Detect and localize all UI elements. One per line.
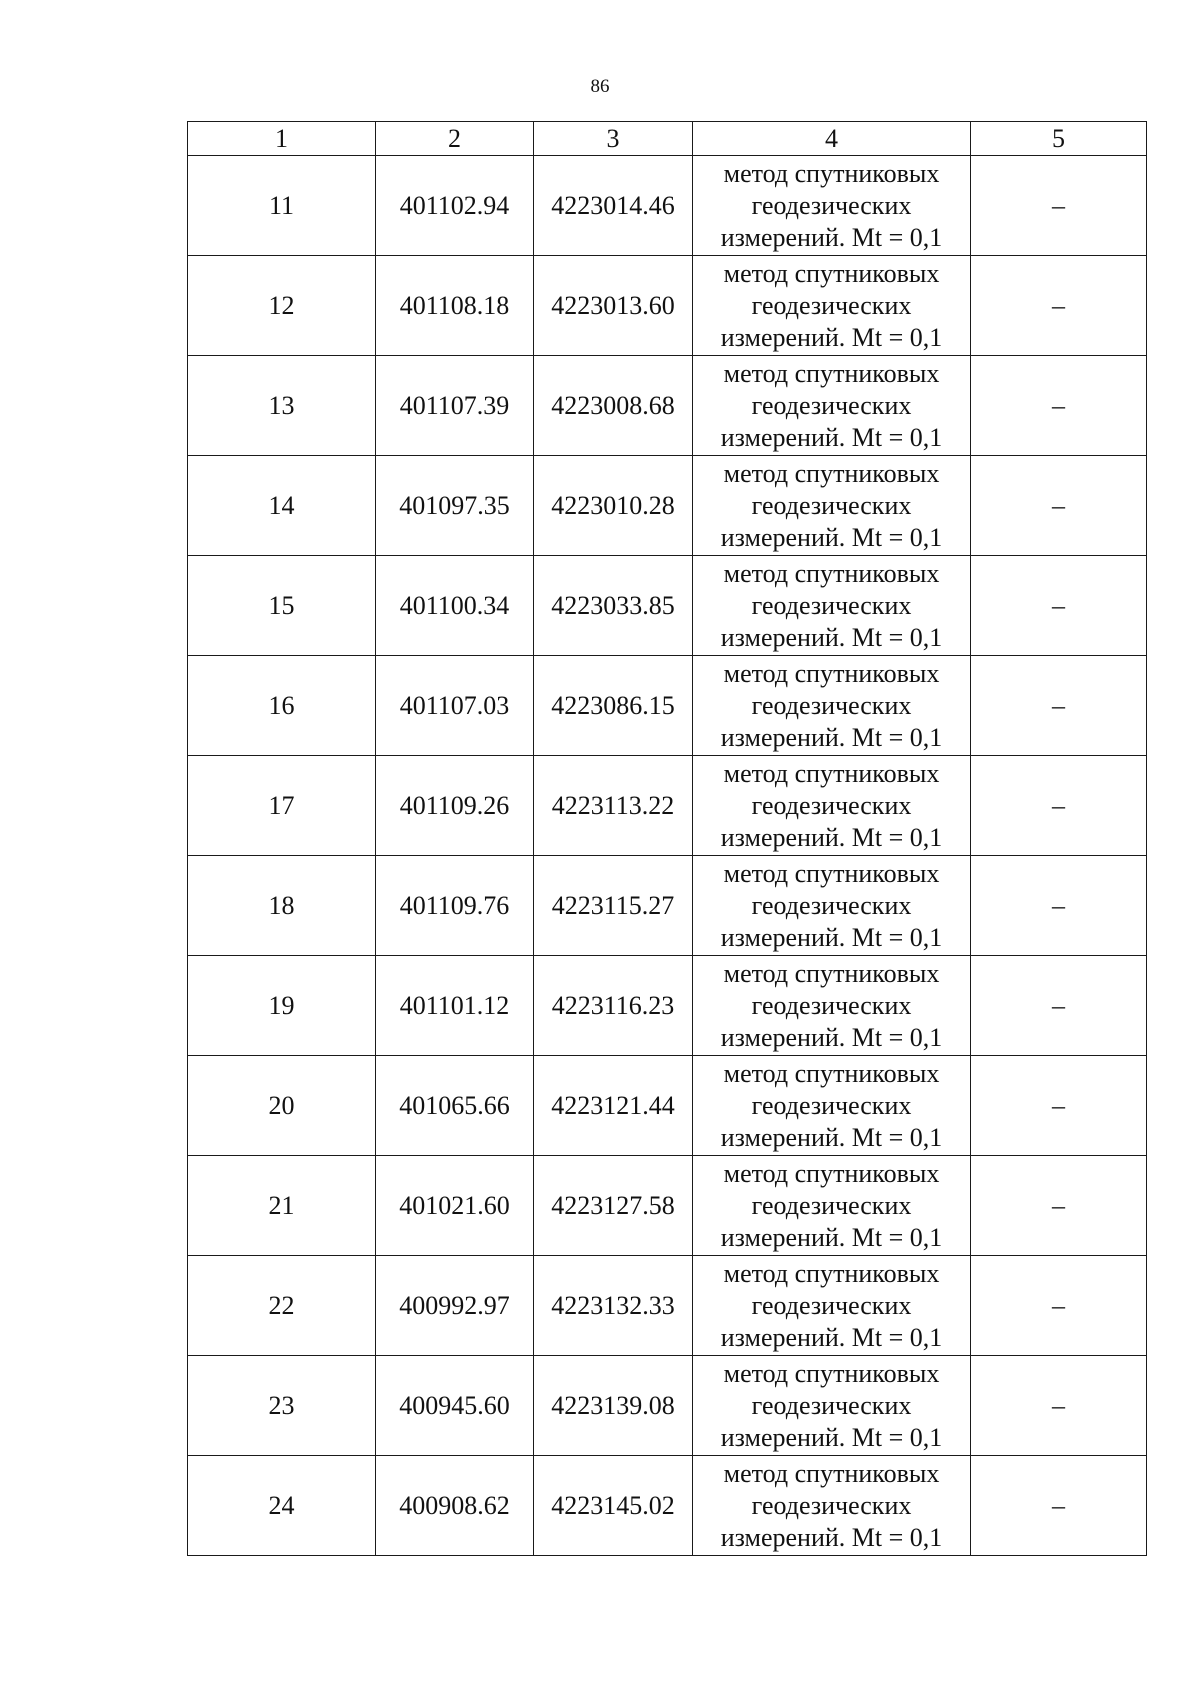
method-line: измерений. Mt = 0,1: [720, 222, 943, 252]
y-coordinate-cell: 4223014.46: [534, 156, 693, 256]
method-line: метод спутниковых: [723, 958, 940, 988]
method-cell: [693, 1356, 971, 1456]
method-line: метод спутниковых: [723, 258, 940, 288]
method-line: метод спутниковых: [723, 758, 940, 788]
point-number-cell: 12: [188, 256, 376, 356]
method-line: геодезических: [751, 990, 912, 1020]
x-coordinate-cell: 401097.35: [376, 456, 534, 556]
method-line: метод спутниковых: [723, 658, 940, 688]
note-cell: –: [971, 456, 1147, 556]
method-line: геодезических: [751, 190, 912, 220]
method-line: измерений. Mt = 0,1: [720, 622, 943, 652]
column-header: 4: [693, 122, 971, 156]
table-row: [188, 1356, 1147, 1456]
method-cell: [693, 956, 971, 1056]
method-cell: [693, 456, 971, 556]
column-header: 2: [376, 122, 534, 156]
point-number-cell: 21: [188, 1156, 376, 1256]
x-coordinate-cell: 401109.76: [376, 856, 534, 956]
note-cell: –: [971, 256, 1147, 356]
method-line: измерений. Mt = 0,1: [720, 722, 943, 752]
method-line: геодезических: [751, 490, 912, 520]
method-cell: [693, 156, 971, 256]
table-row: [188, 1256, 1147, 1356]
x-coordinate-cell: 400908.62: [376, 1456, 534, 1556]
table-row: [188, 956, 1147, 1056]
note-cell: –: [971, 1356, 1147, 1456]
method-line: геодезических: [751, 1490, 912, 1520]
point-number-cell: 15: [188, 556, 376, 656]
method-line: измерений. Mt = 0,1: [720, 422, 943, 452]
method-line: геодезических: [751, 1390, 912, 1420]
column-header: 5: [971, 122, 1147, 156]
method-line: измерений. Mt = 0,1: [720, 1422, 943, 1452]
table-row: [188, 456, 1147, 556]
method-cell: [693, 656, 971, 756]
method-line: метод спутниковых: [723, 558, 940, 588]
point-number-cell: 17: [188, 756, 376, 856]
method-line: метод спутниковых: [723, 1158, 940, 1188]
method-line: измерений. Mt = 0,1: [720, 322, 943, 352]
method-line: метод спутниковых: [723, 158, 940, 188]
x-coordinate-cell: 401102.94: [376, 156, 534, 256]
y-coordinate-cell: 4223139.08: [534, 1356, 693, 1456]
y-coordinate-cell: 4223010.28: [534, 456, 693, 556]
note-cell: –: [971, 1256, 1147, 1356]
point-number-cell: 18: [188, 856, 376, 956]
x-coordinate-cell: 400945.60: [376, 1356, 534, 1456]
point-number-cell: 11: [188, 156, 376, 256]
x-coordinate-cell: 401101.12: [376, 956, 534, 1056]
y-coordinate-cell: 4223033.85: [534, 556, 693, 656]
table-row: [188, 856, 1147, 956]
method-line: геодезических: [751, 790, 912, 820]
point-number-cell: 19: [188, 956, 376, 1056]
method-line: измерений. Mt = 0,1: [720, 1022, 943, 1052]
method-line: измерений. Mt = 0,1: [720, 522, 943, 552]
y-coordinate-cell: 4223013.60: [534, 256, 693, 356]
method-cell: [693, 256, 971, 356]
x-coordinate-cell: 401109.26: [376, 756, 534, 856]
method-line: метод спутниковых: [723, 358, 940, 388]
method-cell: [693, 856, 971, 956]
method-line: измерений. Mt = 0,1: [720, 1522, 943, 1552]
table-row: [188, 156, 1147, 256]
method-cell: [693, 756, 971, 856]
table-row: [188, 756, 1147, 856]
method-line: метод спутниковых: [723, 1458, 940, 1488]
point-number-cell: 20: [188, 1056, 376, 1156]
y-coordinate-cell: 4223121.44: [534, 1056, 693, 1156]
note-cell: –: [971, 156, 1147, 256]
x-coordinate-cell: 401021.60: [376, 1156, 534, 1256]
method-line: геодезических: [751, 890, 912, 920]
x-coordinate-cell: 401107.03: [376, 656, 534, 756]
note-cell: –: [971, 956, 1147, 1056]
y-coordinate-cell: 4223008.68: [534, 356, 693, 456]
note-cell: –: [971, 756, 1147, 856]
y-coordinate-cell: 4223132.33: [534, 1256, 693, 1356]
table-row: [188, 556, 1147, 656]
method-line: метод спутниковых: [723, 458, 940, 488]
point-number-cell: 22: [188, 1256, 376, 1356]
method-line: метод спутниковых: [723, 1358, 940, 1388]
method-line: геодезических: [751, 290, 912, 320]
page-number: 86: [590, 76, 610, 97]
method-line: метод спутниковых: [723, 858, 940, 888]
method-line: геодезических: [751, 690, 912, 720]
y-coordinate-cell: 4223115.27: [534, 856, 693, 956]
point-number-cell: 24: [188, 1456, 376, 1556]
point-number-cell: 14: [188, 456, 376, 556]
y-coordinate-cell: 4223145.02: [534, 1456, 693, 1556]
method-line: геодезических: [751, 1090, 912, 1120]
table-row: [188, 1456, 1147, 1556]
method-line: геодезических: [751, 590, 912, 620]
method-line: измерений. Mt = 0,1: [720, 1322, 943, 1352]
method-cell: [693, 356, 971, 456]
note-cell: –: [971, 1156, 1147, 1256]
method-line: геодезических: [751, 1290, 912, 1320]
y-coordinate-cell: 4223113.22: [534, 756, 693, 856]
table-row: [188, 656, 1147, 756]
note-cell: –: [971, 856, 1147, 956]
x-coordinate-cell: 401108.18: [376, 256, 534, 356]
note-cell: –: [971, 1456, 1147, 1556]
note-cell: –: [971, 656, 1147, 756]
x-coordinate-cell: 400992.97: [376, 1256, 534, 1356]
method-line: геодезических: [751, 390, 912, 420]
method-line: измерений. Mt = 0,1: [720, 1122, 943, 1152]
x-coordinate-cell: 401065.66: [376, 1056, 534, 1156]
point-number-cell: 13: [188, 356, 376, 456]
method-cell: [693, 1056, 971, 1156]
method-line: измерений. Mt = 0,1: [720, 822, 943, 852]
point-number-cell: 16: [188, 656, 376, 756]
coordinates-table: [187, 121, 1147, 1556]
method-cell: [693, 1456, 971, 1556]
method-line: метод спутниковых: [723, 1058, 940, 1088]
y-coordinate-cell: 4223116.23: [534, 956, 693, 1056]
note-cell: –: [971, 356, 1147, 456]
x-coordinate-cell: 401100.34: [376, 556, 534, 656]
method-cell: [693, 1156, 971, 1256]
table-header-row: [188, 122, 1147, 156]
note-cell: –: [971, 556, 1147, 656]
method-line: измерений. Mt = 0,1: [720, 922, 943, 952]
column-header: 3: [534, 122, 693, 156]
table-row: [188, 1156, 1147, 1256]
x-coordinate-cell: 401107.39: [376, 356, 534, 456]
table-row: [188, 1056, 1147, 1156]
column-header: 1: [188, 122, 376, 156]
method-cell: [693, 556, 971, 656]
y-coordinate-cell: 4223127.58: [534, 1156, 693, 1256]
y-coordinate-cell: 4223086.15: [534, 656, 693, 756]
method-line: измерений. Mt = 0,1: [720, 1222, 943, 1252]
table-row: [188, 256, 1147, 356]
point-number-cell: 23: [188, 1356, 376, 1456]
method-line: метод спутниковых: [723, 1258, 940, 1288]
method-cell: [693, 1256, 971, 1356]
table-row: [188, 356, 1147, 456]
table-body: [188, 156, 1147, 1556]
note-cell: –: [971, 1056, 1147, 1156]
method-line: геодезических: [751, 1190, 912, 1220]
